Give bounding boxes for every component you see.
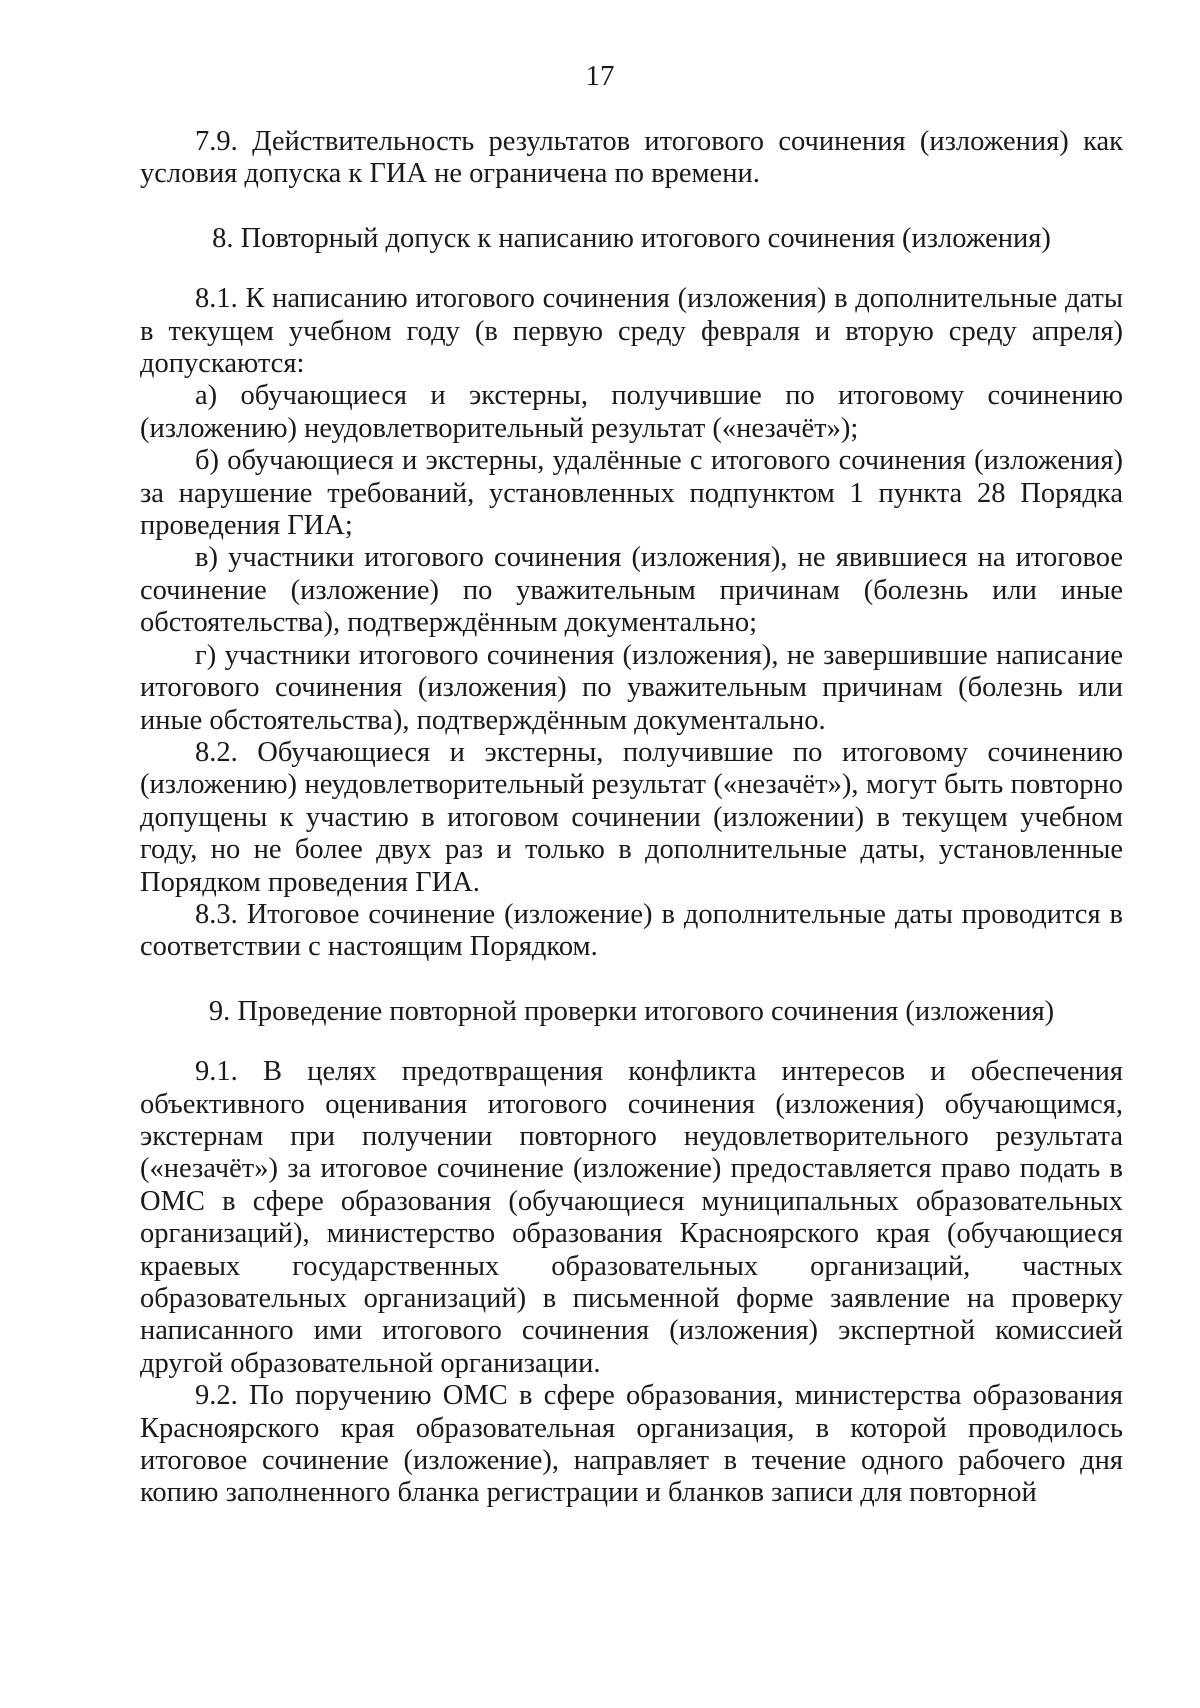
- list-item-g: г) участники итогового сочинения (изложения), не завершившие написание итогового сочинения (изложения) по уважительным причинам (болезнь или иные обстоятельства), подтверждённым документально.: [140, 639, 1123, 736]
- document-body: [140, 126, 1123, 1510]
- list-item-b: б) обучающиеся и экстерны, удалённые с итогового сочинения (изложения) за нарушение требований, установленных подпунктом 1 пункта 28 Порядка проведения ГИА;: [140, 445, 1123, 542]
- page-number: 17: [585, 60, 615, 92]
- section-8-heading: 8. Повторный допуск к написанию итогового сочинения (изложения): [212, 222, 1051, 254]
- list-item-v: в) участники итогового сочинения (изложения), не явившиеся на итоговое сочинение (изложение) по уважительным причинам (болезнь или иные обстоятельства), подтверждённым документально;: [140, 542, 1123, 639]
- list-item-a: а) обучающиеся и экстерны, получившие по итоговому сочинению (изложению) неудовлетворительный результат («незачёт»);: [140, 380, 1123, 444]
- paragraph-7-9: 7.9. Действительность результатов итогового сочинения (изложения) как условия допуска к ГИА не ограничена по времени.: [140, 126, 1123, 190]
- paragraph-8-2: 8.2. Обучающиеся и экстерны, получившие по итоговому сочинению (изложению) неудовлетворительный результат («незачёт»), могут быть повторно допущены к участию в итоговом сочинении (изложении) в текущем учебном году, но не более двух раз и только в дополнительные даты, установленные Порядком проведения ГИА.: [140, 736, 1123, 898]
- paragraph-8-3: 8.3. Итоговое сочинение (изложение) в дополнительные даты проводится в соответствии с настоящим Порядком.: [140, 898, 1123, 963]
- section-9-heading: 9. Проведение повторной проверки итогового сочинения (изложения): [208, 995, 1055, 1027]
- paragraph-9-2: 9.2. По поручению ОМС в сфере образования, министерства образования Красноярского края образовательная организация, в которой проводилось итоговое сочинение (изложение), направляет в течение одного рабочего дня копию заполненного бланка регистрации и бланков записи для повторной: [140, 1380, 1123, 1509]
- paragraph-8-1: 8.1. К написанию итогового сочинения (изложения) в дополнительные даты в текущем учебном году (в первую среду февраля и вторую среду апреля) допускаются:: [140, 283, 1123, 380]
- paragraph-9-1: 9.1. В целях предотвращения конфликта интересов и обеспечения объективного оценивания итогового сочинения (изложения) обучающимся, экстернам при получении повторного неудовлетворительного результата («незачёт») за итоговое сочинение (изложение) предоставляется право подать в ОМС в сфере образования (обучающиеся муниципальных образовательных организаций), министерство образования Красноярского края (обучающиеся краевых государственных образовательных организаций, частных образовательных организаций) в письменной форме заявление на проверку написанного ими итогового сочинения (изложения) экспертной комиссией другой образовательной организации.: [140, 1056, 1123, 1379]
